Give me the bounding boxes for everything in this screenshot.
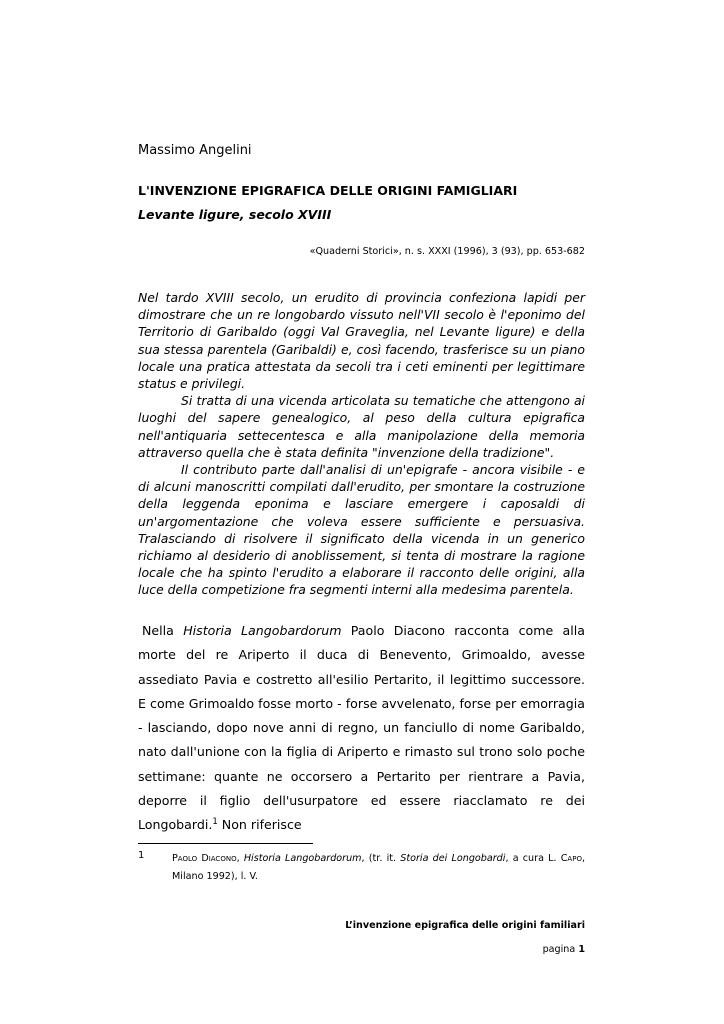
abstract-paragraph: Nel tardo XVIII secolo, un erudito di provincia confeziona lapidi per dimostrare che un re longobardo vissuto nell'VII secolo è l'eponimo del Territorio di Garibaldo (oggi Val Graveglia, nel Levante ligure) e della sua stessa parentela (Garibaldi) e, così facendo, trasferisce su un piano locale una pratica attestata da secoli tra i ceti eminenti per legittimare status e privilegi. (138, 290, 585, 392)
footnote-translation: Storia dei Longobardi (400, 853, 506, 864)
footnote-sep: , (236, 853, 244, 864)
footnote-number: 1 (138, 850, 145, 861)
body-tail: Non riferisce (217, 817, 302, 833)
page-number-value: 1 (578, 944, 585, 955)
abstract-paragraph: Il contributo parte dall'analisi di un'epigrafe - ancora visibile - e di alcuni manoscritti compilati dall'erudito, per smontare la costruzione della leggenda eponima e lasciare emergere i caposaldi di un'argomentazione che voleva essere sufficiente e persuasiva. Tralasciando di risolvere il significato della vicenda in un generico richiamo al desiderio di anoblissement, si tenta di mostrare la ragione locale che ha spinto l'erudito a elaborare il racconto delle origini, alla luce della competizione fra segmenti interni alla medesima parentela. (138, 462, 585, 598)
journal-citation: «Quaderni Storici», n. s. XXXI (1996), 3 (93), pp. 653-682 (309, 246, 585, 257)
body-intro: Nella (142, 623, 184, 638)
body-text: Paolo Diacono racconta come alla morte del re Ariperto il duca di Benevento, Grimoaldo, avesse assediato Pavia e costretto all'esilio Pertarito, il legittimo successore. E come Grimoaldo fosse morto - forse avvelenato, forse per emorragia - lasciando, dopo nove anni di regno, un fanciullo di nome Garibaldo, nato dall'unione con la figlia di Ariperto e rimasto sul trono solo poche settimane: quante ne occorsero a Pertarito per rientrare a Pavia, deporre il figlio dell'usurpatore ed essere riacclamato re dei Longobardi. (138, 623, 585, 833)
running-footer-title: L’invenzione epigrafica delle origini familiari (345, 920, 585, 931)
footnote-text (172, 850, 585, 886)
article-title: L'INVENZIONE EPIGRAFICA DELLE ORIGINI FAMIGLIARI (138, 183, 518, 198)
footnote-author: Paolo Diacono (172, 853, 237, 864)
body-work-title: Historia Langobardorum (183, 623, 342, 638)
abstract (138, 289, 585, 599)
abstract-paragraph: Si tratta di una vicenda articolata su tematiche che attengono ai luoghi del sapere genealogico, al peso della cultura epigrafica nell'antiquaria settecentesca e alla manipolazione della memoria attraverso quella che è stata definita "invenzione della tradizione". (138, 393, 585, 460)
footnote-curator: Capo (560, 853, 582, 864)
body-paragraph (138, 619, 585, 838)
footnote-separator (138, 843, 313, 844)
footnote-work: Historia Langobardorum (243, 853, 362, 864)
page-number (543, 944, 585, 955)
footnote-curator-pre: , a cura L. (505, 853, 561, 864)
footnote-end: , Milano 1992), l. V. (172, 853, 586, 882)
footnote-mid: , (tr. it. (361, 853, 401, 864)
article-subtitle: Levante ligure, secolo XVIII (138, 207, 332, 222)
footnote-reference[interactable]: 1 (212, 817, 218, 828)
author-name: Massimo Angelini (138, 143, 252, 158)
page-label: pagina (542, 944, 579, 955)
